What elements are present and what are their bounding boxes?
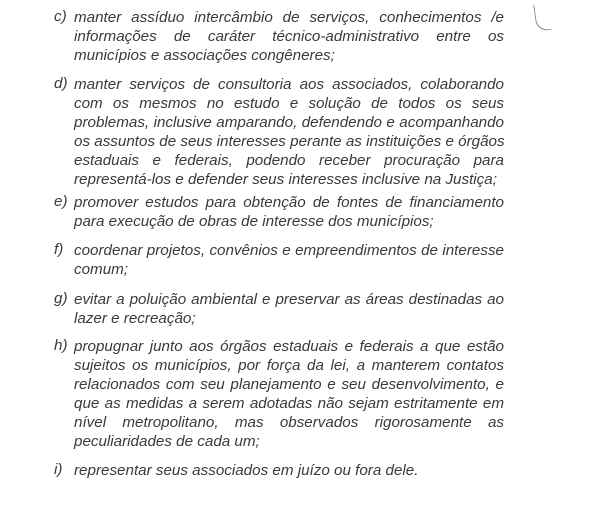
text-line: problemas, inclusive amparando, defendendo e acompanhando	[74, 114, 504, 131]
text-line: comum;	[74, 261, 129, 278]
text-line: evitar a poluição ambiental e preservar as áreas destinadas ao	[74, 291, 504, 308]
text-line: manter assíduo intercâmbio de serviços, conhecimentos /e	[74, 9, 504, 26]
text-line: estaduais e federais, podendo receber procuração para	[74, 152, 504, 169]
handwritten-mark	[533, 3, 552, 32]
text-line: os assuntos de seus interesses perante as instituições e órgãos	[74, 133, 505, 150]
list-item	[54, 75, 504, 189]
text-line: coordenar projetos, convênios e empreendimentos de interesse	[74, 242, 504, 259]
item-label: h)	[54, 337, 68, 354]
text-line: promover estudos para obtenção de fontes de financiamento	[74, 194, 504, 211]
list-item	[54, 290, 504, 328]
list-item	[54, 241, 504, 279]
item-label: e)	[54, 193, 68, 210]
text-line: com os mesmos no estudo e solução de todos os seus	[74, 95, 504, 112]
text-line: para execução de obras de interesse dos municípios;	[74, 213, 434, 230]
text-line: nível metropolitano, mas observados rigorosamente as	[74, 414, 504, 431]
item-label: g)	[54, 290, 68, 307]
text-line: peculiaridades de cada um;	[74, 433, 260, 450]
text-line: representá-los e defender seus interesses inclusive na Justiça;	[74, 171, 497, 188]
text-line: relacionados com seu planejamento e seu desenvolvimento, e	[74, 376, 504, 393]
item-label: f)	[54, 241, 64, 258]
list-item	[54, 461, 504, 480]
text-line: sujeitos os municípios, por força da lei, a manterem contatos	[74, 357, 504, 374]
text-line: representar seus associados em juízo ou fora dele.	[74, 462, 419, 479]
text-line: propugnar junto aos órgãos estaduais e federais a que estão	[74, 338, 504, 355]
item-label: i)	[54, 461, 63, 478]
text-line: lazer e recreação;	[74, 310, 196, 327]
item-label: d)	[54, 75, 68, 92]
list-item	[54, 193, 504, 231]
item-label: c)	[54, 8, 67, 25]
text-line: manter serviços de consultoria aos associados, colaborando	[74, 76, 504, 93]
text-line: informações de caráter técnico-administrativo entre os	[74, 28, 504, 45]
list-item	[54, 337, 504, 451]
text-line: municípios e associações congêneres;	[74, 47, 335, 64]
text-line: que as medidas a serem adotadas não sejam estritamente em	[74, 395, 504, 412]
list-item	[54, 8, 504, 65]
